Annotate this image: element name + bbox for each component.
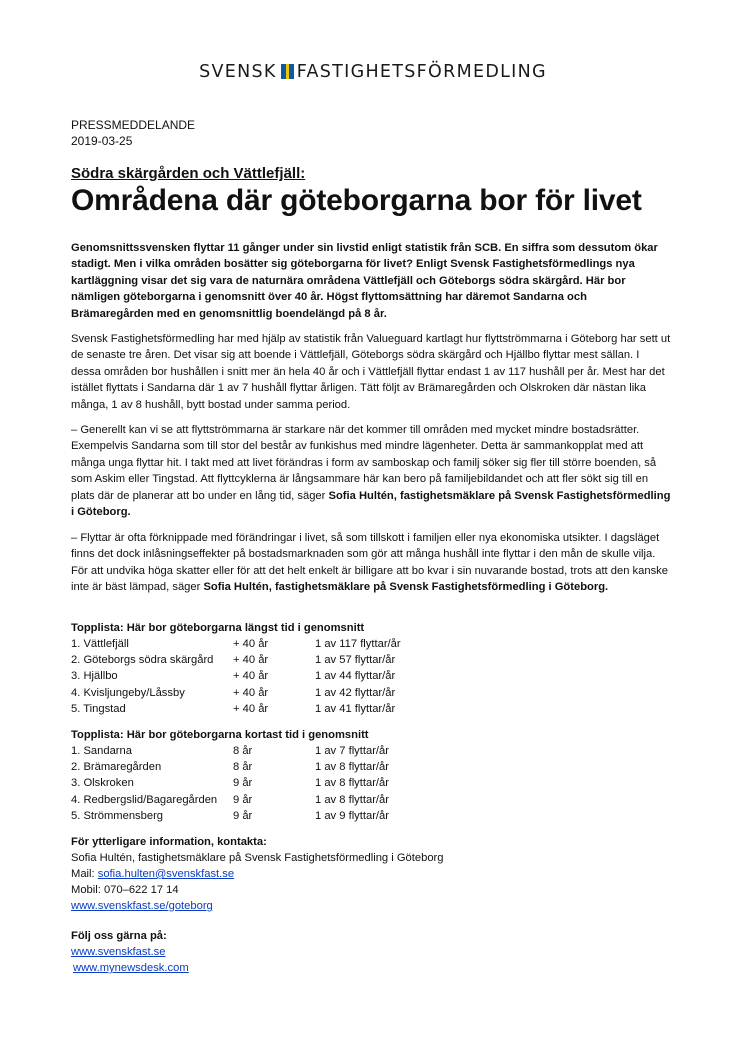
document-type: PRESSMEDDELANDE: [71, 118, 196, 132]
list-item: [71, 654, 571, 670]
quote-text: – Flyttar är ofta förknippade med förändringar i livet, så som tillskott i familjen eller nya ekonomiska utsikter. I dagsläget finns det dock inlåsningseffekter på bostadsmarknaden som gör att många hushåll inte flyttar i den mån de skulle vilja. För att undvika höga skatter eller för att det helt enkelt är billigare att bo kvar i sin nuvarande bostad, trots att den kanske inte är bäst lämpad, säger: [71, 532, 668, 594]
list-item: [71, 745, 571, 761]
contact-name: Sofia Hultén, fastighetsmäklare på Svensk Fastighetsförmedling i Göteborg: [71, 852, 444, 864]
average-duration: 9 år: [233, 777, 253, 790]
list-item: [71, 638, 571, 654]
quote-attribution: Sofia Hultén, fastighetsmäklare på Svensk Fastighetsförmedling i Göteborg.: [203, 581, 609, 594]
list-item: [71, 670, 571, 686]
list-shortest-title: Topplista: Här bor göteborgarna kortast tid i genomsnitt: [71, 729, 369, 741]
area-name: 4. Kvisljungeby/Låssby: [71, 686, 185, 699]
area-name: 5. Strömmensberg: [71, 809, 164, 822]
body-paragraph-2: [71, 422, 671, 520]
average-duration: + 40 år: [233, 670, 269, 683]
average-duration: 8 år: [233, 761, 253, 774]
average-duration: + 40 år: [233, 654, 269, 667]
list-item: [71, 810, 571, 826]
page-title: Områdena där göteborgarna bor för livet: [71, 184, 642, 217]
website-link-goteborg[interactable]: www.svenskfast.se/goteborg: [71, 900, 213, 912]
quote-attribution: Sofia Hultén, fastighetsmäklare på Svensk Fastighetsförmedling i Göteborg.: [71, 489, 671, 519]
area-name: 1. Sandarna: [71, 745, 132, 757]
list-item: [71, 703, 571, 719]
email-link[interactable]: sofia.hulten@svenskfast.se: [97, 868, 235, 880]
contact-mail-line: [71, 868, 234, 880]
average-duration: 8 år: [233, 745, 253, 757]
move-rate: 1 av 117 flyttar/år: [315, 638, 401, 650]
move-rate: 1 av 44 flyttar/år: [315, 670, 396, 683]
move-rate: 1 av 9 flyttar/år: [315, 809, 389, 822]
move-rate: 1 av 7 flyttar/år: [315, 745, 389, 757]
website-link-svenskfast[interactable]: www.svenskfast.se: [71, 946, 166, 958]
body-paragraph-3: [71, 530, 671, 596]
logo-text-right: FASTIGHETSFÖRMEDLING: [296, 62, 547, 82]
list-item: [71, 777, 571, 793]
move-rate: 1 av 8 flyttar/år: [315, 777, 389, 790]
kicker-heading: Södra skärgården och Vättlefjäll:: [71, 165, 306, 182]
area-name: 2. Brämaregården: [71, 761, 162, 774]
company-logo: [0, 62, 746, 82]
list-item: [71, 761, 571, 777]
contact-title: För ytterligare information, kontakta:: [71, 836, 267, 848]
swedish-flag-icon: [281, 64, 294, 79]
logo-text-left: SVENSK: [199, 62, 277, 82]
area-name: 1. Vättlefjäll: [71, 638, 129, 650]
contact-phone: Mobil: 070–622 17 14: [71, 884, 179, 896]
mail-label: Mail:: [71, 868, 98, 880]
body-paragraph-1: Svensk Fastighetsförmedling har med hjälp av statistik från Valueguard kartlagt hur flyttströmmarna i Göteborg har sett ut de senaste tre åren. Det visar sig att boende i Vättlefjäll, Göteborgs södra skärgård och Hjällbo flyttar mest sällan. I dessa områden bor hushållen i snitt mer än hela 40 år och i Vättlefjäll flyttar endast 1 av 117 hushåll per år. Mest har det istället flyttats i Sandarna där 1 av 7 hushåll flyttar årligen. Tätt följt av Brämaregården och Olskroken där nästan lika många, 1 av 8 hushåll, bytt bostad under samma period.: [71, 333, 671, 411]
quote-text: – Generellt kan vi se att flyttströmmarna är starkare när det kommer till områden med mycket mindre bostadsrätter. Exempelvis Sandarna som till stor del består av funkishus med mindre lägenheter. Detta är sammankopplat med att många unga flyttar hit. I takt med att livet förändras i form av samboskap och familj söker sig fler till större boenden, så som Askim eller Tingstad. Att flyttcyklerna är långsammare här kan bero på familjebildandet och att fler sökt sig till en plats där de planerar att bo under en lång tid, säger: [71, 424, 657, 502]
move-rate: 1 av 41 flyttar/år: [315, 702, 396, 715]
move-rate: 1 av 8 flyttar/år: [315, 793, 389, 806]
follow-title: Följ oss gärna på:: [71, 930, 167, 942]
area-name: 2. Göteborgs södra skärgård: [71, 654, 214, 667]
area-name: 5. Tingstad: [71, 702, 126, 715]
move-rate: 1 av 8 flyttar/år: [315, 761, 389, 774]
area-name: 3. Olskroken: [71, 777, 134, 790]
list-item: [71, 794, 571, 810]
lead-paragraph: Genomsnittssvensken flyttar 11 gånger under sin livstid enligt statistik från SCB. En siffra som dessutom ökar stadigt. Men i vilka områden bosätter sig göteborgarna för livet? Enligt Svensk Fastighetsförmedlings nya kartläggning visar det sig vara de naturnära områdena Vättlefjäll och Göteborgs södra skärgård. Här bor nämligen göteborgarna i genomsnitt över 40 år. Högst flyttomsättning har däremot Sandarna och Brämaregården med en genomsnittlig boendelängd på 8 år.: [71, 242, 658, 320]
website-link-mynewsdesk[interactable]: www.mynewsdesk.com: [73, 962, 189, 974]
list-longest-title: Topplista: Här bor göteborgarna längst tid i genomsnitt: [71, 622, 365, 634]
area-name: 3. Hjällbo: [71, 670, 118, 683]
move-rate: 1 av 57 flyttar/år: [315, 654, 396, 667]
average-duration: + 40 år: [233, 638, 269, 650]
list-item: [71, 687, 571, 703]
move-rate: 1 av 42 flyttar/år: [315, 686, 396, 699]
average-duration: + 40 år: [233, 686, 269, 699]
average-duration: + 40 år: [233, 702, 269, 715]
average-duration: 9 år: [233, 809, 253, 822]
average-duration: 9 år: [233, 793, 253, 806]
area-name: 4. Redbergslid/Bagaregården: [71, 793, 218, 806]
publish-date: 2019-03-25: [71, 134, 133, 148]
